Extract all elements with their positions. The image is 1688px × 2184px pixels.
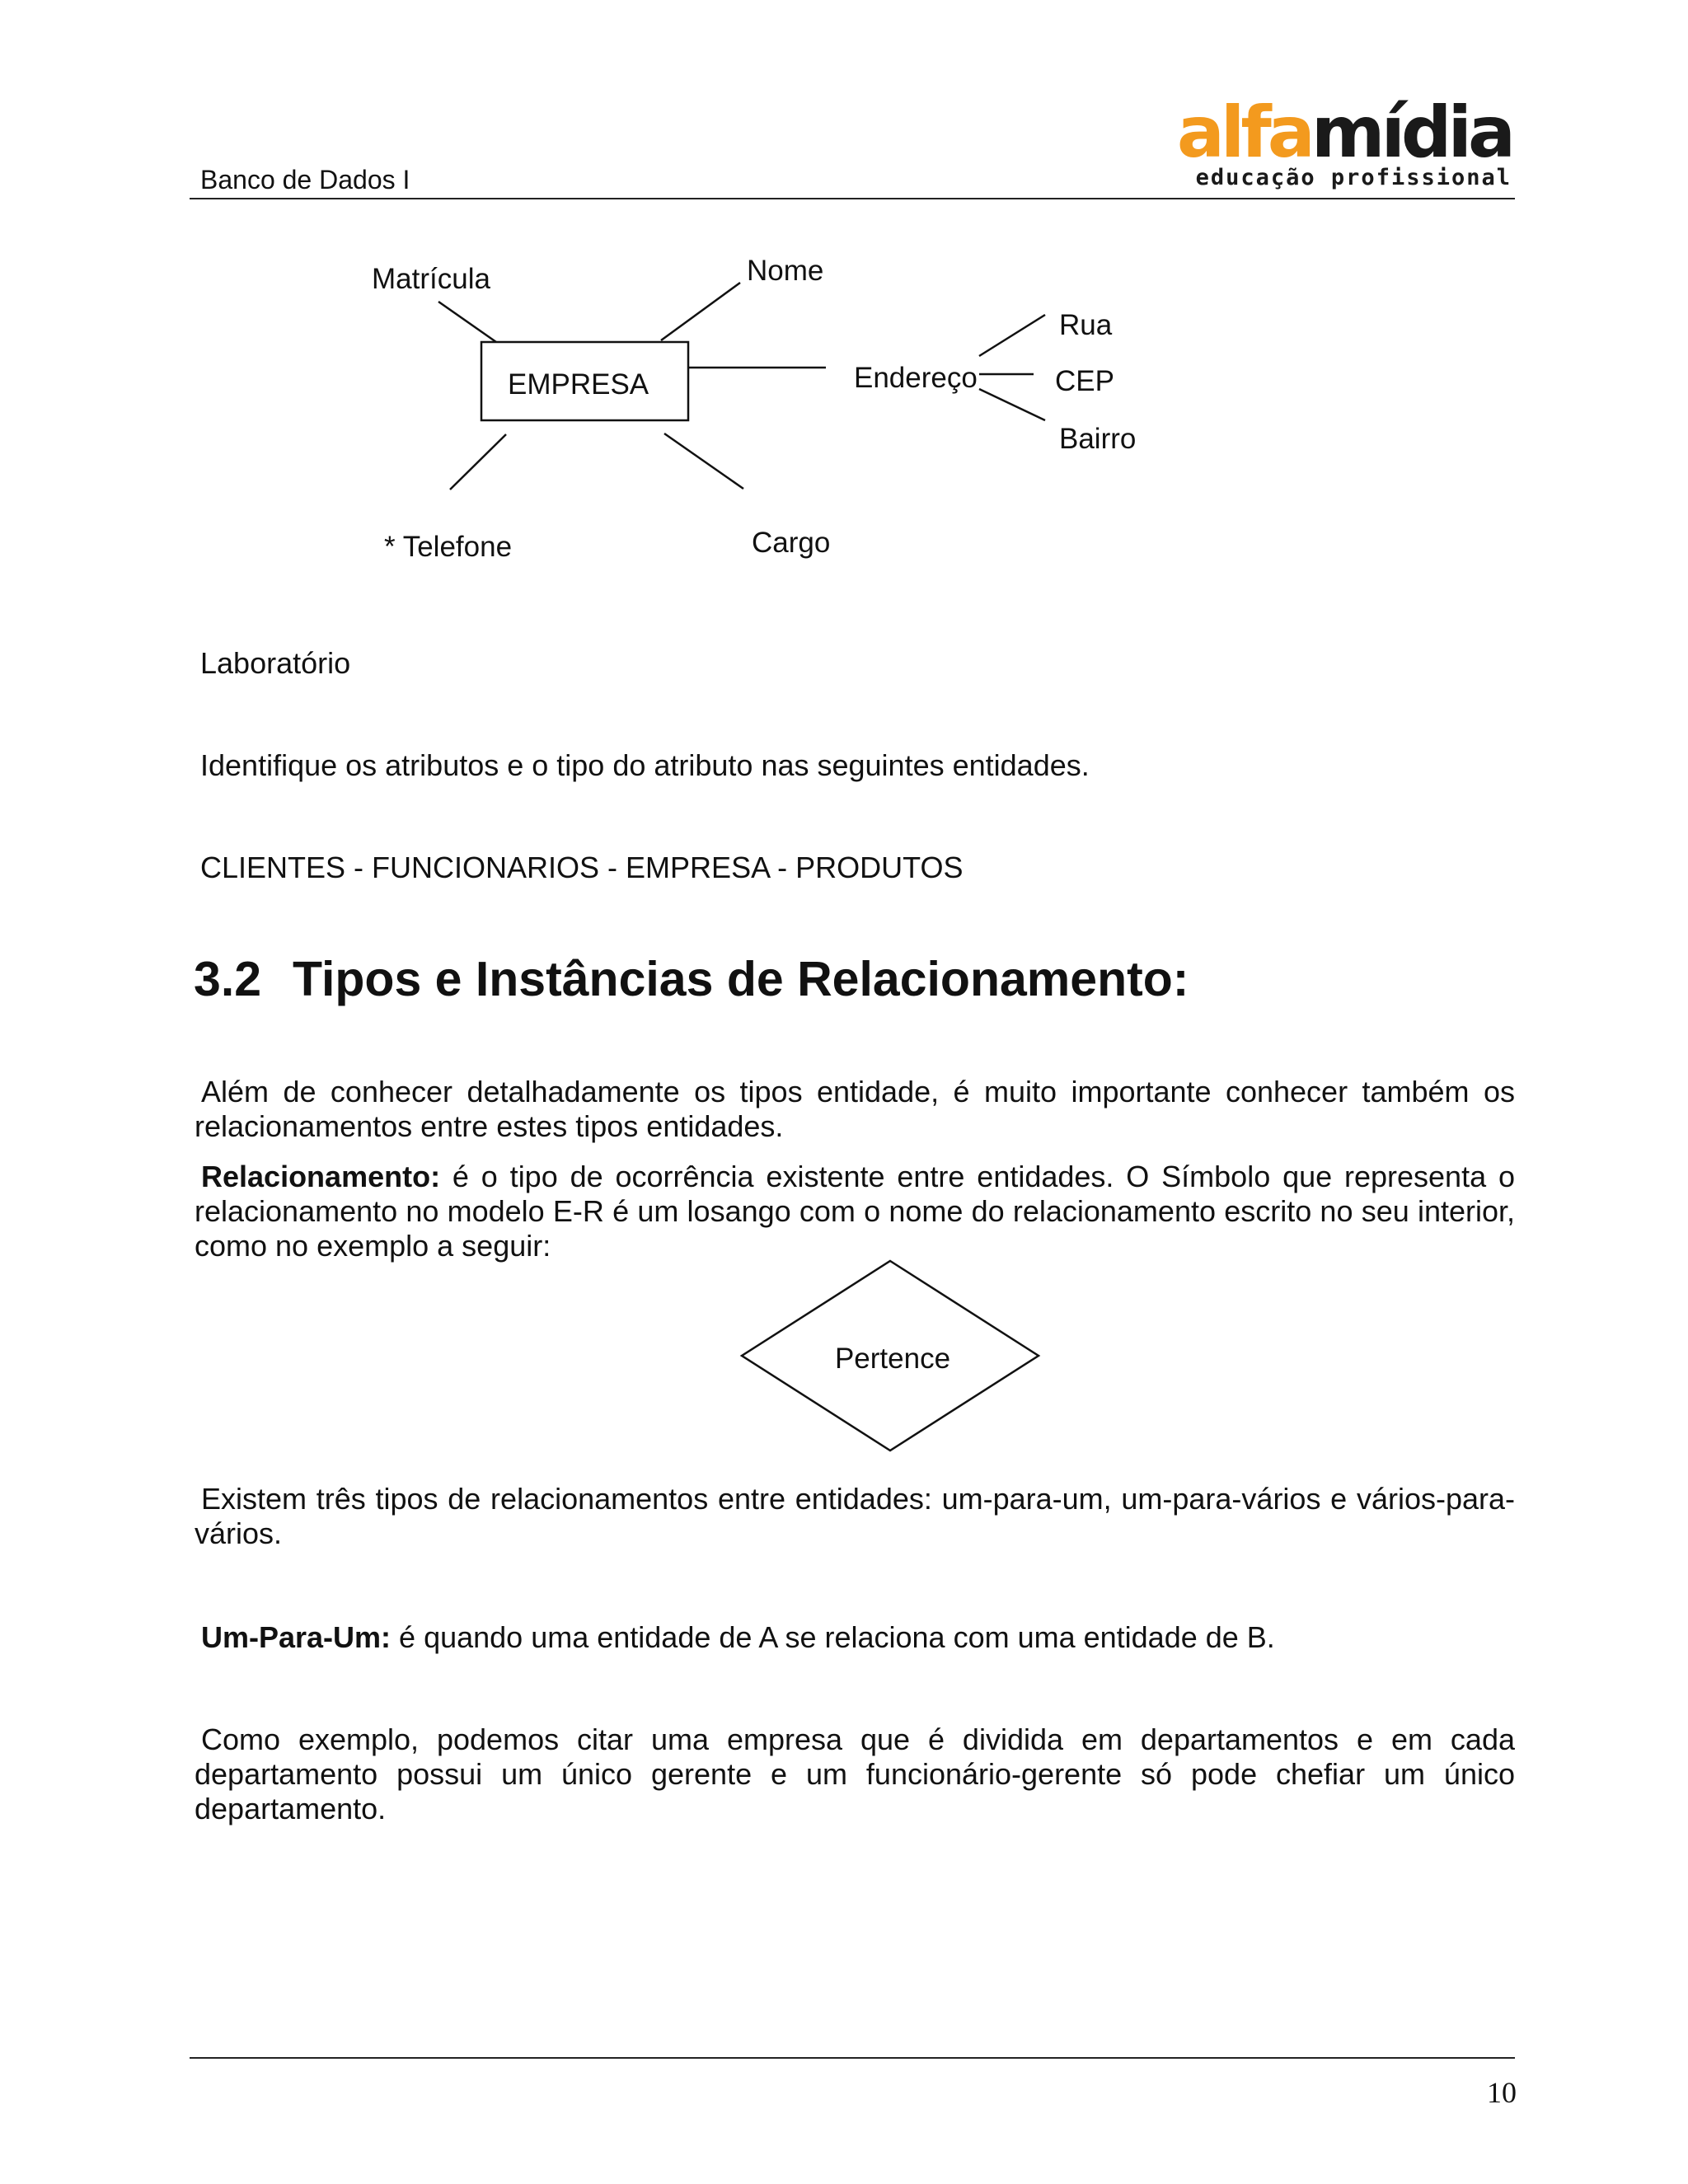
line-matricula	[438, 302, 496, 342]
paragraph-one-to-one: Um-Para-Um: é quando uma entidade de A se relaciona com uma entidade de B.	[201, 1620, 1275, 1654]
paragraph-types: Existem três tipos de relacionamentos entre entidades: um-para-um, um-para-vários e vários-para-vários.	[195, 1482, 1515, 1550]
lab-title: Laboratório	[200, 646, 351, 680]
entity-label: EMPRESA	[508, 368, 649, 401]
line-bairro	[979, 389, 1045, 420]
paragraph-intro: Além de conhecer detalhadamente os tipos entidade, é muito importante conhecer também os relacionamentos entre estes tipos entidades.	[195, 1075, 1515, 1143]
attribute-telefone: * Telefone	[384, 531, 513, 563]
logo-tagline: educação profissional	[1195, 165, 1512, 190]
section-number: 3.2	[194, 952, 262, 1006]
line-cargo	[664, 434, 743, 489]
term-one-to-one: Um-Para-Um:	[201, 1620, 392, 1654]
line-rua	[979, 315, 1045, 356]
line-telefone	[450, 434, 506, 490]
section-heading	[194, 950, 1189, 1008]
document-header-title: Banco de Dados I	[200, 165, 410, 194]
relationship-label: Pertence	[834, 1343, 951, 1375]
footer-divider	[190, 2057, 1515, 2059]
term-relationship: Relacionamento:	[201, 1160, 441, 1193]
attribute-bairro: Bairro	[1059, 423, 1137, 455]
attribute-nome: Nome	[747, 255, 824, 287]
attribute-rua: Rua	[1059, 309, 1113, 341]
attribute-cep: CEP	[1055, 365, 1114, 397]
lab-entities: CLIENTES - FUNCIONARIOS - EMPRESA - PRODUTOS	[200, 851, 964, 884]
attribute-endereco: Endereço	[854, 362, 978, 394]
paragraph-relationship: Relacionamento: é o tipo de ocorrência existente entre entidades. O Símbolo que representa o relacionamento no modelo E-R é um losango com o nome do relacionamento escrito no seu interior, como no exemplo a seguir:	[195, 1160, 1515, 1263]
paragraph-example: Como exemplo, podemos citar uma empresa que é dividida em departamentos e em cada departamento possui um único gerente e um funcionário-gerente só pode chefiar um único departamento.	[195, 1722, 1515, 1825]
logo-wordmark: alfamídia	[1176, 91, 1512, 174]
attribute-matricula: Matrícula	[372, 263, 490, 295]
line-nome	[661, 283, 740, 340]
page-number: 10	[1487, 2076, 1517, 2109]
lab-instruction: Identifique os atributos e o tipo do atributo nas seguintes entidades.	[200, 748, 1090, 782]
section-title: Tipos e Instâncias de Relacionamento:	[293, 952, 1189, 1006]
attribute-cargo: Cargo	[752, 527, 831, 559]
